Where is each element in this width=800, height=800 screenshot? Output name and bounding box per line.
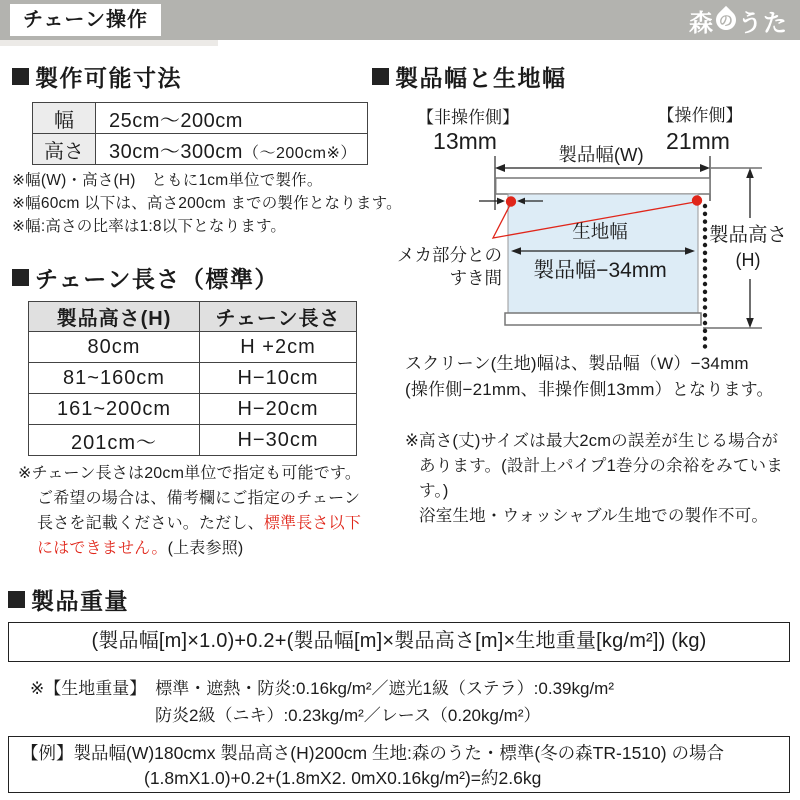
dims-height-label: 高さ xyxy=(33,134,96,165)
product-height-label: 製品高さ xyxy=(708,224,788,246)
description-line: (操作側−21mm、非操作側13mm）となります。 xyxy=(405,380,774,399)
bottom-bar xyxy=(505,313,701,325)
dims-note-line: ※幅(W)・高さ(H) ともに1cm単位で製作。 xyxy=(12,172,323,189)
fabric-weight-notes xyxy=(30,675,614,729)
operation-side-label: 【操作側】 xyxy=(657,106,743,125)
dims-section-heading xyxy=(12,60,182,93)
dims-width-label: 幅 xyxy=(33,103,96,134)
brand-text-uta: うた xyxy=(738,9,788,37)
chain-length-cell: H−30cm xyxy=(200,425,357,456)
mechanism-gap-label-line2: すき間 xyxy=(449,268,502,288)
head-rail xyxy=(496,178,710,194)
square-bullet-icon xyxy=(8,591,25,608)
dims-heading-text: 製作可能寸法 xyxy=(35,65,182,91)
width-notes xyxy=(405,429,800,529)
example-line2: (1.8mX1.0)+0.2+(1.8mX2. 0mX0.16kg/m²)=約2.6kg xyxy=(144,768,542,788)
arrowhead-right-icon xyxy=(497,198,505,205)
table-row xyxy=(29,363,357,394)
product-width-label: 製品幅(W) xyxy=(558,144,644,165)
chain-note-post: (上表参照) xyxy=(167,540,244,557)
arrowhead-down-icon xyxy=(746,318,754,328)
brand-text-mori: 森 xyxy=(689,9,714,37)
chain-section-heading xyxy=(12,261,279,294)
operation-type-tab: チェーン操作 xyxy=(10,4,161,36)
weight-heading-text: 製品重量 xyxy=(31,588,129,614)
operation-side-value: 21mm xyxy=(666,128,730,154)
dims-note-line: ※幅:高さの比率は1:8以下となります。 xyxy=(12,218,287,235)
leaf-icon: の xyxy=(712,6,740,34)
table-row xyxy=(29,394,357,425)
dims-height-value-note: （～200cm※） xyxy=(242,144,357,162)
width-note-line: あります。(設計上パイプ1巻分の余裕をみています。) xyxy=(419,457,783,500)
weight-section-heading xyxy=(8,583,129,616)
chain-height-cell: 81~160cm xyxy=(29,363,200,394)
chain-col1-header: 製品高さ(H) xyxy=(29,302,200,332)
chain-height-cell: 80cm xyxy=(29,332,200,363)
arrowhead-left-icon xyxy=(495,164,505,172)
chain-col2-header: チェーン長さ xyxy=(200,302,357,332)
fabric-width-description xyxy=(405,351,774,403)
weight-example-box xyxy=(8,736,790,793)
table-row xyxy=(29,425,357,456)
table-header-row xyxy=(29,302,357,332)
fabric-width-formula: 製品幅−34mm xyxy=(533,259,667,282)
table-row xyxy=(33,103,368,134)
brand-logo xyxy=(689,5,788,35)
dims-height-value: 30cm～300cm（～200cm※） xyxy=(96,134,368,165)
width-heading-text: 製品幅と生地幅 xyxy=(395,65,567,91)
dims-width-value: 25cm～200cm xyxy=(96,103,368,134)
chain-note xyxy=(18,461,368,561)
arrowhead-right-icon xyxy=(700,164,710,172)
chain-heading-text: チェーン長さ（標準） xyxy=(35,266,279,292)
example-line1: 【例】製品幅(W)180cmx 製品高さ(H)200cm 生地:森のうた・標準(冬の森TR-1510) の場合 xyxy=(21,743,724,763)
fabric-weight-line1 xyxy=(30,675,614,702)
dims-table xyxy=(32,102,368,165)
fabric-screen xyxy=(508,194,698,313)
chain-length-cell: H−10cm xyxy=(200,363,357,394)
square-bullet-icon xyxy=(12,269,29,286)
width-note-line: ※高さ(丈)サイズは最大2cmの誤差が生じる場合が xyxy=(405,432,779,450)
description-line: スクリーン(生地)幅は、製品幅（W）−34mm xyxy=(405,354,749,373)
chain-table xyxy=(28,301,357,456)
table-row xyxy=(33,134,368,165)
width-diagram xyxy=(393,98,793,354)
header-shadow-strip xyxy=(0,40,218,46)
header-bar xyxy=(0,0,800,40)
chain-length-cell: H +2cm xyxy=(200,332,357,363)
fabric-weight-label: ※【生地重量】 xyxy=(30,679,147,698)
square-bullet-icon xyxy=(372,68,389,85)
arrowhead-up-icon xyxy=(746,168,754,178)
product-height-label-h: (H) xyxy=(735,250,761,270)
gap-marker-dot xyxy=(506,196,516,206)
dims-note-line: ※幅60cm 以下は、高さ200cm までの製作となります。 xyxy=(12,195,402,212)
weight-formula-box: (製品幅[m]×1.0)+0.2+(製品幅[m]×製品高さ[m]×生地重量[kg/m²]) (kg) xyxy=(8,622,790,662)
non-operation-side-label: 【非操作側】 xyxy=(417,108,519,127)
dims-notes xyxy=(12,169,402,238)
square-bullet-icon xyxy=(12,68,29,85)
chain-height-cell: 161~200cm xyxy=(29,394,200,425)
fabric-weight-values1: 標準・遮熱・防炎:0.16kg/m²／遮光1級（ステラ）:0.39kg/m² xyxy=(155,679,614,698)
width-note-line: 浴室生地・ウォッシャブル生地での製作不可。 xyxy=(419,507,769,525)
fabric-width-label: 生地幅 xyxy=(572,221,628,242)
non-operation-side-value: 13mm xyxy=(433,128,497,154)
mechanism-gap-label-line1: メカ部分との xyxy=(397,245,502,265)
fabric-weight-line2: 防炎2級（ニキ）:0.23kg/m²／レース（0.20kg/m²） xyxy=(155,706,541,725)
chain-length-cell: H−20cm xyxy=(200,394,357,425)
gap-marker-dot xyxy=(692,195,702,205)
width-section-heading xyxy=(372,60,567,93)
chain-note-pre: ※チェーン長さは20cm単位で指定も可能です。ご希望の場合は、備考欄にご指定のチェーン長さを記載ください。ただし、 xyxy=(18,465,362,532)
chain-note-red: 標準長さ以下にはできません。 xyxy=(37,515,362,557)
chain-height-cell: 201cm～ xyxy=(29,425,200,456)
table-row xyxy=(29,332,357,363)
